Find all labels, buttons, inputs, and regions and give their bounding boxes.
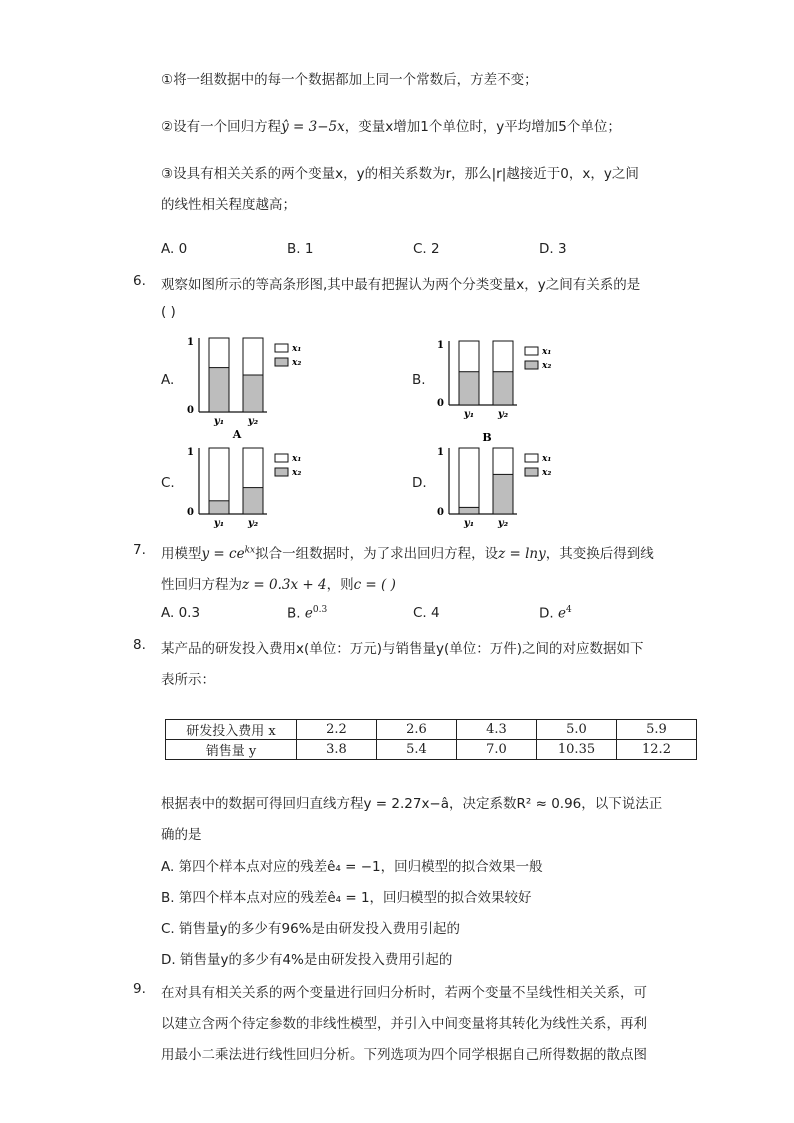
legend-swatch-x2	[275, 468, 288, 476]
question-number-8: 8.	[133, 637, 146, 653]
q7-option-d-exponent: 4	[565, 605, 572, 615]
q5-option-a[interactable]: A. 0	[161, 241, 188, 257]
x-tick-label: y₂	[497, 518, 509, 529]
statement-2-text-c: ，变量x增加1个单位时，y平均增加5个单位；	[344, 119, 621, 135]
table-row-label: 研发投入费用 x	[166, 720, 297, 740]
q8-after-line1: 根据表中的数据可得回归直线方程y = 2.27x−â，决定系数R² ≈ 0.96，以下说法正	[161, 796, 663, 812]
q7-option-d-base: e	[557, 605, 566, 622]
q9-line3: 用最小二乘法进行线性回归分析。下列选项为四个同学根据自己所得数据的散点图	[161, 1047, 647, 1063]
q7-formula-3: z = 0.3x + 4	[242, 577, 327, 593]
table-cell: 5.0	[537, 720, 617, 740]
table-cell: 7.0	[457, 740, 537, 760]
q7-option-d-prefix: D.	[539, 605, 558, 622]
statement-2-formula: ŷ = 3−5x	[281, 119, 345, 135]
legend-swatch-x1	[525, 454, 538, 462]
y-tick-label: 0	[437, 398, 444, 409]
table-cell: 2.6	[377, 720, 457, 740]
chart-caption: B	[482, 431, 492, 444]
q7-line1	[161, 542, 654, 562]
bar-x2	[209, 501, 229, 514]
q9-line1: 在对具有相关关系的两个变量进行回归分析时，若两个变量不呈线性相关关系，可	[161, 985, 647, 1001]
q8-option-b[interactable]: B. 第四个样本点对应的残差ê₄ = 1，回归模型的拟合效果较好	[161, 890, 532, 906]
q7-text-d: 性回归方程为	[161, 577, 242, 593]
q9-line2: 以建立含两个待定参数的非线性模型，并引入中间变量将其转化为线性关系，再利	[161, 1016, 647, 1032]
table-cell: 5.4	[377, 740, 457, 760]
q7-text-c: ，其变换后得到线	[545, 546, 654, 562]
statement-2-text-a: ②设有一个回归方程	[161, 119, 282, 135]
x-tick-label: y₁	[213, 518, 225, 529]
q6-option-a[interactable]: A.	[161, 372, 175, 388]
q5-option-b[interactable]: B. 1	[287, 241, 314, 257]
q8-line2: 表所示：	[161, 672, 215, 688]
legend-label-x2: x₂	[292, 358, 302, 368]
statement-3-line2: 的线性相关程度越高；	[161, 197, 296, 213]
q7-option-b-exponent: 0.3	[312, 605, 328, 615]
bar-x2	[459, 372, 479, 405]
q6-option-d[interactable]: D.	[412, 475, 427, 491]
question-number-6: 6.	[133, 273, 146, 289]
q5-option-d[interactable]: D. 3	[539, 241, 567, 257]
q8-after-line2: 确的是	[161, 827, 202, 843]
x-tick-label: y₁	[463, 518, 475, 529]
legend-swatch-x1	[525, 347, 538, 355]
q7-formula-2: z = lny	[498, 546, 546, 562]
chart-d	[435, 430, 560, 532]
q6-option-b[interactable]: B.	[412, 372, 426, 388]
x-tick-label: y₂	[247, 518, 259, 529]
table-cell: 4.3	[457, 720, 537, 740]
y-tick-label: 1	[187, 447, 194, 458]
question-number-7: 7.	[133, 542, 146, 558]
bar-x2	[493, 372, 513, 405]
q6-option-c[interactable]: C.	[161, 475, 175, 491]
legend-label-x1: x₁	[292, 344, 302, 354]
y-tick-label: 0	[437, 507, 444, 518]
q7-option-c[interactable]: C. 4	[413, 605, 440, 621]
q7-option-b-prefix: B.	[287, 605, 305, 622]
bar-x2	[209, 368, 229, 412]
q8-option-a[interactable]: A. 第四个样本点对应的残差ê₄ = −1，回归模型的拟合效果一般	[161, 859, 543, 875]
legend-label-x1: x₁	[542, 454, 552, 464]
chart-caption: A	[232, 428, 242, 441]
q6-stem-line2: ( )	[161, 304, 176, 320]
table-cell: 5.9	[617, 720, 697, 740]
x-tick-label: y₂	[497, 409, 509, 420]
y-tick-label: 1	[187, 337, 194, 348]
y-tick-label: 0	[187, 405, 194, 416]
legend-swatch-x2	[525, 361, 538, 369]
question-number-9: 9.	[133, 981, 146, 997]
table-cell: 2.2	[297, 720, 377, 740]
q7-text-e: ，则	[326, 577, 354, 593]
q8-option-c[interactable]: C. 销售量y的多少有96%是由研发投入费用引起的	[161, 921, 461, 937]
q7-option-d[interactable]	[539, 605, 572, 622]
legend-label-x2: x₂	[542, 361, 552, 371]
y-tick-label: 0	[187, 507, 194, 518]
legend-label-x2: x₂	[542, 468, 552, 478]
table-cell: 10.35	[537, 740, 617, 760]
q8-data-table	[165, 719, 697, 760]
chart-c	[185, 440, 310, 532]
bar-x2	[493, 474, 513, 514]
statement-3-line1: ③设具有相关关系的两个变量x，y的相关系数为r，那么|r|越接近于0，x，y之间	[161, 166, 639, 182]
q6-stem-line1: 观察如图所示的等高条形图,其中最有把握认为两个分类变量x，y之间有关系的是	[161, 277, 641, 293]
table-cell: 3.8	[297, 740, 377, 760]
y-tick-label: 1	[437, 447, 444, 458]
legend-swatch-x1	[275, 454, 288, 462]
bar-x2	[243, 375, 263, 412]
statement-2	[161, 115, 621, 135]
q7-formula-1: y = ce	[201, 546, 245, 562]
table-cell: 12.2	[617, 740, 697, 760]
chart-b	[435, 333, 560, 423]
chart-a	[185, 330, 310, 442]
q8-option-d[interactable]: D. 销售量y的多少有4%是由研发投入费用引起的	[161, 952, 453, 968]
bar-x2	[243, 488, 263, 514]
y-tick-label: 1	[437, 340, 444, 351]
q7-text-b: 拟合一组数据时，为了求出回归方程，设	[255, 546, 499, 562]
bar-x2	[459, 507, 479, 514]
q7-line2	[161, 573, 396, 593]
x-tick-label: y₁	[213, 416, 225, 427]
legend-swatch-x2	[275, 358, 288, 366]
legend-label-x1: x₁	[292, 454, 302, 464]
q7-option-a[interactable]: A. 0.3	[161, 605, 201, 621]
table-row-label: 销售量 y	[166, 740, 297, 760]
bar-x1	[459, 448, 479, 514]
q7-option-b-base: e	[304, 605, 313, 622]
table-row	[166, 720, 697, 740]
q7-text-a: 用模型	[161, 546, 202, 562]
q7-option-b[interactable]	[287, 605, 327, 622]
q5-option-c[interactable]: C. 2	[413, 241, 440, 257]
legend-label-x2: x₂	[292, 468, 302, 478]
q7-formula-1-exponent: kx	[244, 545, 256, 556]
x-tick-label: y₁	[463, 409, 475, 420]
table-row	[166, 740, 697, 760]
q7-formula-4: c = ( )	[353, 577, 396, 593]
x-tick-label: y₂	[247, 416, 259, 427]
legend-swatch-x1	[275, 344, 288, 352]
q8-line1: 某产品的研发投入费用x(单位：万元)与销售量y(单位：万件)之间的对应数据如下	[161, 641, 644, 657]
statement-1: ①将一组数据中的每一个数据都加上同一个常数后，方差不变；	[161, 72, 538, 88]
legend-label-x1: x₁	[542, 347, 552, 357]
legend-swatch-x2	[525, 468, 538, 476]
